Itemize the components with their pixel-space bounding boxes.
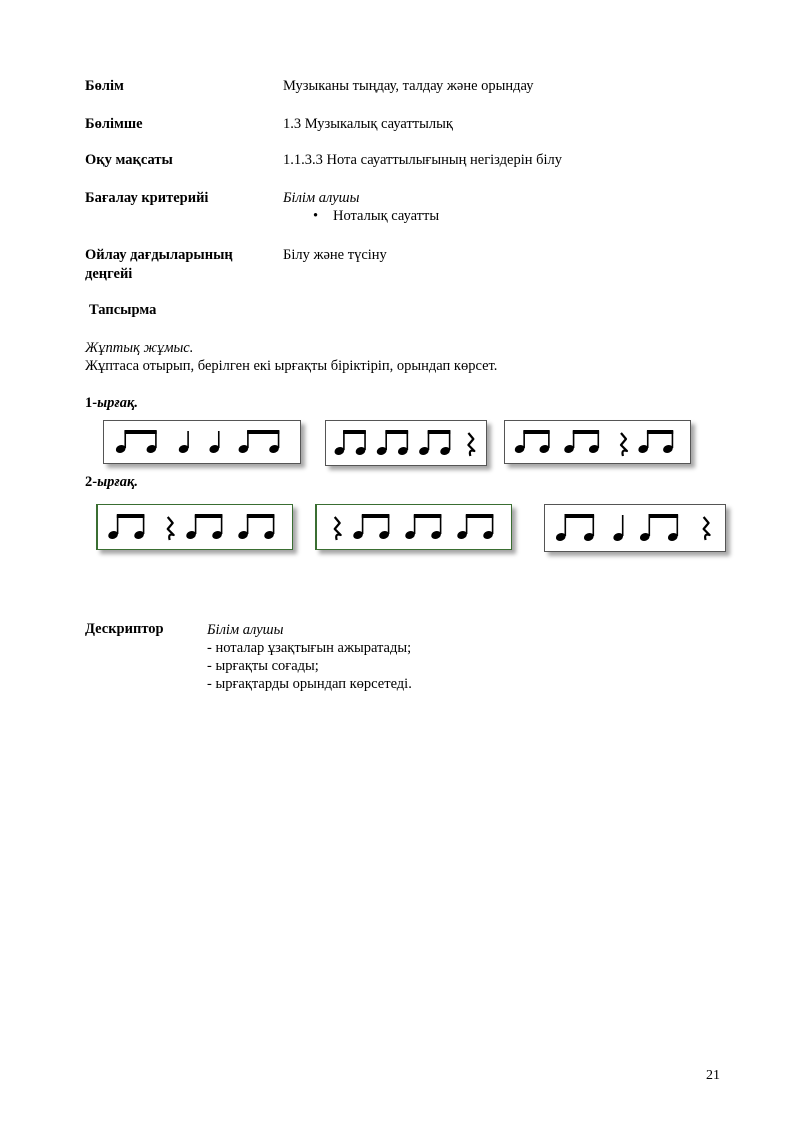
rhythm-1-measure-1 [103, 420, 301, 464]
note-beam [414, 514, 442, 518]
rhythm-2-label [85, 474, 138, 491]
note-beam [247, 514, 275, 518]
quarter-rest [168, 517, 174, 540]
quarter-rest [335, 517, 341, 540]
quarter-rest [704, 517, 710, 540]
note-beam [195, 514, 223, 518]
note-beam [117, 514, 145, 518]
note-beam [362, 514, 390, 518]
rhythm-2-number: 2- [85, 474, 98, 490]
page-number: 21 [706, 1068, 720, 1083]
rhythm-notation [98, 505, 292, 549]
meta-label-section: Бөлім [85, 78, 124, 94]
note-beam [565, 514, 595, 518]
meta-label-thinking-level: Ойлау дағдыларының деңгейі [85, 247, 233, 282]
task-mode: Жұптық жұмыс. [85, 340, 194, 356]
descriptor-label: Дескриптор [85, 621, 164, 637]
meta-label-subsection: Бөлімше [85, 116, 143, 132]
meta-label-learning-goal: Оқу мақсаты [85, 152, 173, 168]
note-beam [124, 430, 156, 434]
rhythm-2-measure-2 [315, 504, 512, 550]
meta-value-assessment-criteria: Білім алушы [283, 190, 360, 206]
rhythm-1-measure-2 [325, 420, 487, 466]
rhythm-2-measure-3 [544, 504, 726, 552]
meta-value-learning-goal: 1.1.3.3 Нота сауаттылығының негіздерін білу [283, 152, 563, 168]
rhythm-notation [545, 505, 725, 551]
rhythm-notation [317, 505, 511, 549]
note-beam [523, 430, 549, 434]
rhythm-1-number: 1- [85, 395, 98, 411]
note-beam [466, 514, 494, 518]
quarter-rest [468, 433, 474, 456]
meta-value-section: Музыканы тыңдау, талдау және орындау [283, 78, 534, 94]
rhythm-notation [505, 421, 690, 463]
bullet-dot: • [313, 208, 319, 224]
note-beam [573, 430, 599, 434]
quarter-rest [621, 433, 627, 456]
descriptor-subject: Білім алушы [207, 622, 284, 638]
rhythm-2-measure-1 [96, 504, 293, 550]
note-beam [428, 430, 451, 434]
meta-label-assessment-criteria: Бағалау критерийі [85, 190, 209, 206]
descriptor-item: - ноталар ұзақтығын ажыратады; [207, 640, 412, 656]
note-beam [649, 514, 679, 518]
note-beam [385, 430, 408, 434]
note-beam [247, 430, 279, 434]
descriptor-item: - ырғақтарды орындап көрсетеді. [207, 676, 412, 692]
rhythm-2-word: ырғақ. [97, 474, 138, 490]
rhythm-1-label [85, 395, 138, 412]
task-heading: Тапсырма [89, 302, 157, 318]
meta-value-thinking-level: Білу және түсіну [283, 247, 387, 263]
rhythm-1-word: ырғақ. [97, 395, 138, 411]
note-beam [343, 430, 366, 434]
rhythm-notation [326, 421, 486, 465]
rhythm-notation [104, 421, 300, 463]
meta-value-subsection: 1.3 Музыкалық сауаттылық [283, 116, 453, 132]
rhythm-1-measure-3 [504, 420, 691, 464]
note-beam [647, 430, 673, 434]
meta-bullet-item: Ноталық сауатты [333, 208, 440, 224]
task-instruction: Жұптаса отырып, берілген екі ырғақты біріктіріп, орындап көрсет. [85, 358, 498, 374]
descriptor-item: - ырғақты соғады; [207, 658, 319, 674]
